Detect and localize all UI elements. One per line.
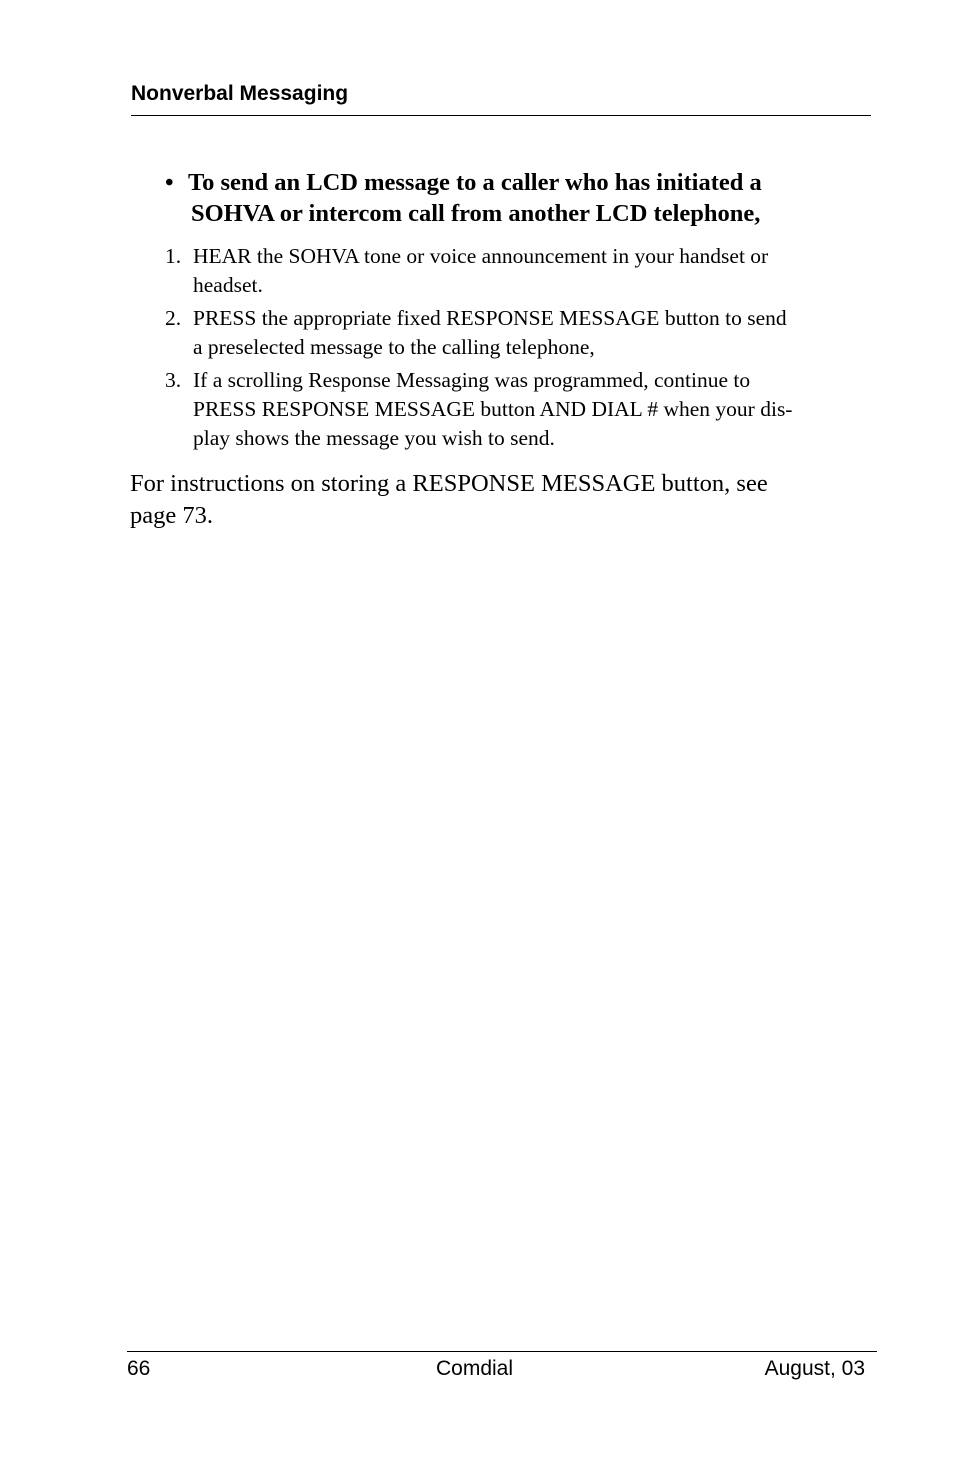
page-number: 66 xyxy=(127,1357,151,1380)
running-header-title: Nonverbal Messaging xyxy=(131,82,349,105)
step-text-line: a preselected message to the calling telephone, xyxy=(193,335,595,359)
step-item xyxy=(165,242,875,300)
step-item xyxy=(165,304,875,362)
step-list xyxy=(165,242,875,457)
paragraph-line: page 73. xyxy=(130,502,213,529)
step-item xyxy=(165,366,875,453)
step-number: 1. xyxy=(165,244,182,268)
paragraph-line: For instructions on storing a RESPONSE MESSAGE button, see xyxy=(130,470,768,497)
footer-date: August, 03 xyxy=(764,1357,865,1380)
step-text-line: play shows the message you wish to send. xyxy=(193,426,555,450)
footer-company: Comdial xyxy=(435,1357,514,1380)
footer-rule xyxy=(127,1351,877,1352)
heading-line: SOHVA or intercom call from another LCD telephone, xyxy=(191,200,761,227)
step-number: 3. xyxy=(165,368,182,392)
page-footer xyxy=(127,1354,865,1384)
heading-line: To send an LCD message to a caller who has initiated a xyxy=(188,169,762,196)
header-rule xyxy=(131,115,871,116)
step-number: 2. xyxy=(165,306,182,330)
step-text-line: If a scrolling Response Messaging was programmed, continue to xyxy=(193,368,751,392)
step-text-line: PRESS the appropriate fixed RESPONSE MESSAGE button to send xyxy=(193,306,787,330)
procedure-heading xyxy=(165,167,885,229)
body-paragraph xyxy=(130,468,870,532)
bullet-icon: • xyxy=(165,169,174,196)
step-text-line: HEAR the SOHVA tone or voice announcement in your handset or xyxy=(193,244,769,268)
step-text-line: headset. xyxy=(193,273,263,297)
step-text-line: PRESS RESPONSE MESSAGE button AND DIAL # when your dis- xyxy=(193,397,793,421)
